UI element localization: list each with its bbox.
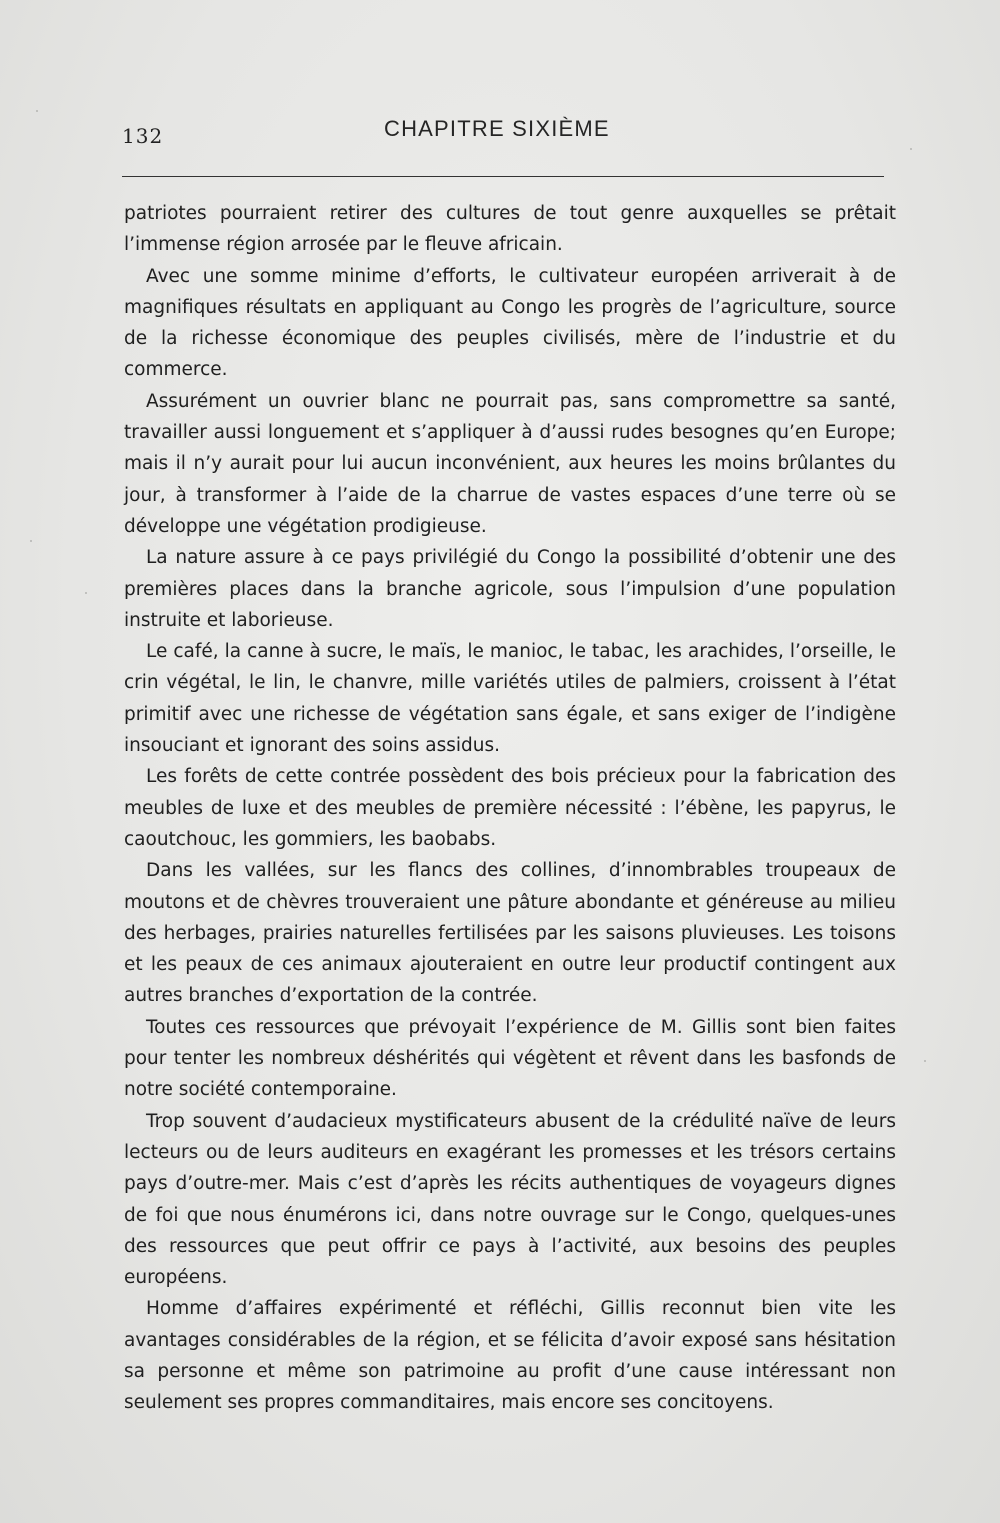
paper-speck — [910, 148, 912, 150]
paragraph-9: Trop souvent d’audacieux mystificateurs abusent de la crédulité naïve de leurs lecteurs ou de leurs auditeurs en exagérant les promesses et les trésors certains pays d’outre-mer. Mais c’est d’après les récits authentiques de voyageurs dignes de foi que nous énumérons ici, dans notre ouvrage sur le Congo, quelques-unes des ressources que peut offrir ce pays à l’activité, aux besoins des peuples européens. — [124, 1110, 896, 1289]
body-text — [124, 198, 896, 1419]
header-rule — [122, 176, 884, 177]
paragraph-8: Toutes ces ressources que prévoyait l’expérience de M. Gillis sont bien faites pour tenter les nombreux déshérités qui végètent et rêvent dans les basfonds de notre société contemporaine. — [124, 1016, 896, 1101]
chapter-title: CHAPITRE SIXIÈME — [384, 116, 610, 141]
paper-speck — [30, 540, 32, 542]
paper-speck — [36, 110, 38, 112]
paragraph-1: patriotes pourraient retirer des cultures de tout genre auxquelles se prêtait l’immense région arrosée par le fleuve africain. — [124, 203, 896, 256]
paragraph-4: La nature assure à ce pays privilégié du Congo la possibilité d’obtenir une des premières places dans la branche agricole, sous l’impulsion d’une population instruite et laborieuse. — [124, 547, 896, 631]
paper-speck — [85, 592, 87, 594]
page-header — [122, 116, 884, 150]
paragraph-10: Homme d’affaires expérimenté et réfléchi, Gillis reconnut bien vite les avantages considérables de la région, et se félicita d’avoir exposé sans hésitation sa personne et même son patrimoine au profit d’une cause intéressant non seulement ses propres commanditaires, mais encore ses concitoyens. — [124, 1298, 896, 1414]
paragraph-3: Assurément un ouvrier blanc ne pourrait pas, sans compromettre sa santé, travailler aussi longuement et s’appliquer à d’aussi rudes besognes qu’en Europe; mais il n’y aurait pour lui aucun inconvénient, aux heures les moins brûlantes du jour, à transformer à l’aide de la charrue de vastes espaces d’une terre où se développe une végétation prodigieuse. — [124, 390, 896, 537]
paragraph-7: Dans les vallées, sur les flancs des collines, d’innombrables troupeaux de moutons et de chèvres trouveraient une pâture abondante et généreuse au milieu des herbages, prairies naturelles fertilisées par les saisons pluvieuses. Les toisons et les peaux de ces animaux ajouteraient en outre leur productif contingent aux autres branches d’exportation de la contrée. — [124, 860, 896, 1007]
paper-speck — [924, 1060, 926, 1062]
paragraph-2: Avec une somme minime d’efforts, le cultivateur européen arriverait à de magnifiques résultats en appliquant au Congo les progrès de l’agriculture, source de la richesse économique des peuples civilisés, mère de l’industrie et du commerce. — [124, 265, 896, 381]
paragraph-5: Le café, la canne à sucre, le maïs, le manioc, le tabac, les arachides, l’orseille, le crin végétal, le lin, le chanvre, mille variétés utiles de palmiers, croissent à l’état primitif avec une richesse de végétation sans égale, et sans exiger de l’indigène insouciant et ignorant des soins assidus. — [124, 641, 896, 757]
paragraph-6: Les forêts de cette contrée possèdent des bois précieux pour la fabrication des meubles de luxe et des meubles de première nécessité : l’ébène, les papyrus, le caoutchouc, les gommiers, les baobabs. — [124, 766, 896, 850]
page-number: 132 — [122, 124, 164, 148]
